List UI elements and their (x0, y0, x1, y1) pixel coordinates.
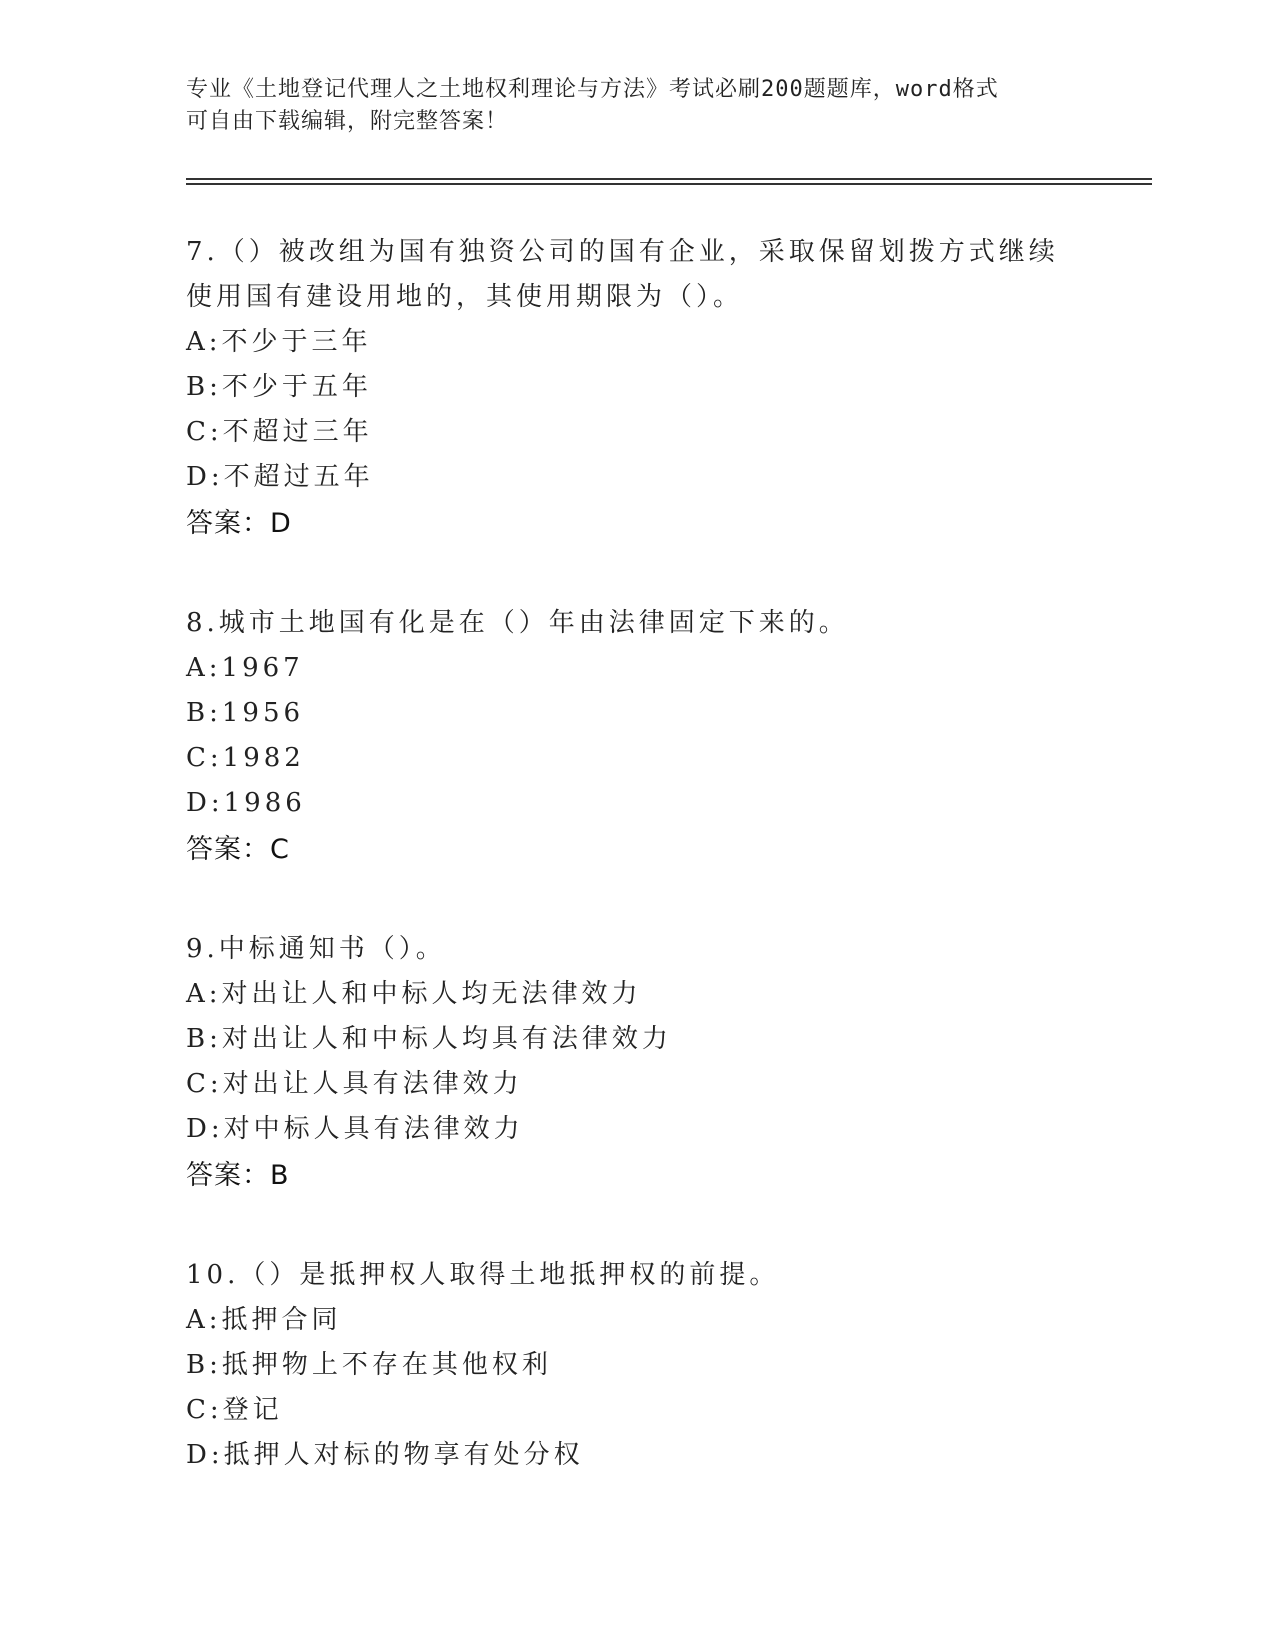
option-c: C:1982 (186, 743, 305, 773)
option-b: B:抵押物上不存在其他权利 (186, 1350, 552, 1380)
option-d: D:1986 (186, 788, 306, 818)
option-a: A:不少于三年 (186, 327, 372, 357)
question-text: 7.（）被改组为国有独资公司的国有企业，采取保留划拨方式继续使用国有建设用地的，其使用期限为（）。 (186, 237, 1059, 312)
option-b: B:对出让人和中标人均具有法律效力 (186, 1024, 672, 1054)
answer-line: 答案：C (186, 834, 290, 865)
question-8 (186, 601, 1086, 873)
document-header (186, 74, 1086, 138)
question-10 (186, 1253, 1086, 1478)
question-7 (186, 230, 1086, 547)
answer-line: 答案：B (186, 1160, 290, 1191)
option-d: D:对中标人具有法律效力 (186, 1114, 524, 1144)
option-b: B:1956 (186, 698, 305, 728)
option-list (186, 646, 1086, 826)
option-list (186, 972, 1086, 1152)
question-text: 10.（）是抵押权人取得土地抵押权的前提。 (186, 1260, 780, 1290)
option-b: B:不少于五年 (186, 372, 372, 402)
option-list (186, 1298, 1086, 1478)
header-line-2: 可自由下载编辑，附完整答案！ (186, 109, 509, 134)
header-divider-bottom (186, 183, 1152, 185)
question-text: 8.城市土地国有化是在（）年由法律固定下来的。 (186, 608, 849, 638)
header-line-1: 专业《土地登记代理人之土地权利理论与方法》考试必刷200题题库，word格式 (186, 77, 999, 102)
header-divider-top (186, 178, 1152, 180)
answer-line: 答案：D (186, 508, 292, 539)
option-c: C:登记 (186, 1395, 283, 1425)
question-text: 9.中标通知书（）。 (186, 934, 446, 964)
option-d: D:不超过五年 (186, 462, 374, 492)
question-list (186, 230, 1086, 1532)
question-9 (186, 927, 1086, 1199)
option-c: C:不超过三年 (186, 417, 373, 447)
option-c: C:对出让人具有法律效力 (186, 1069, 523, 1099)
option-a: A:1967 (186, 653, 304, 683)
option-a: A:抵押合同 (186, 1305, 342, 1335)
option-list (186, 320, 1086, 500)
option-d: D:抵押人对标的物享有处分权 (186, 1440, 584, 1470)
option-a: A:对出让人和中标人均无法律效力 (186, 979, 642, 1009)
